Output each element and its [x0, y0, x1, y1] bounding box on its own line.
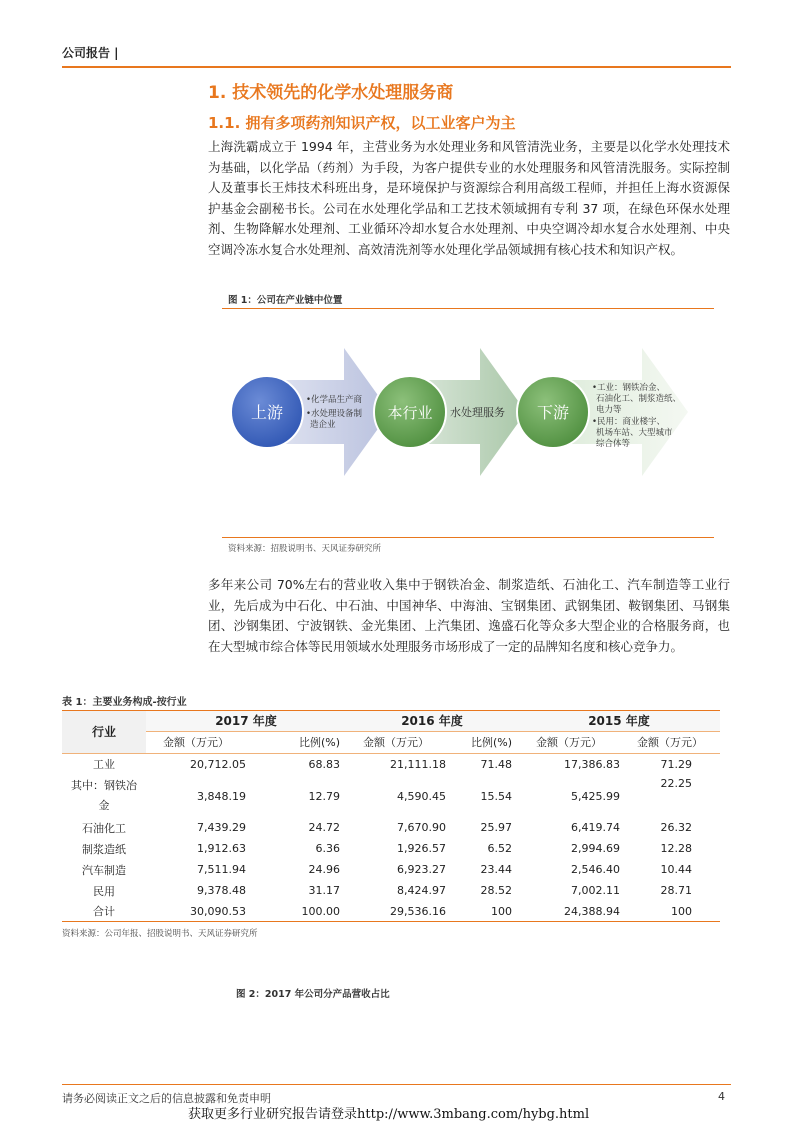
cell: 22.25 — [660, 777, 692, 790]
sub-header: 金额（万元） — [518, 731, 620, 753]
cell: 1,912.63 — [197, 842, 246, 855]
upstream-item: 造企业 — [310, 420, 336, 430]
sub-header: 金额（万元） — [346, 731, 446, 753]
table-row-total — [62, 901, 720, 921]
revenue-by-industry-table — [62, 711, 720, 921]
row-label: 合计 — [93, 905, 115, 918]
table1-title: 表 1：主要业务构成-按行业 — [62, 697, 187, 708]
row-label: 石油化工 — [82, 821, 126, 835]
table1-bottom-rule — [62, 921, 720, 922]
cell: 28.71 — [660, 884, 692, 897]
downstream-item: •工业：钢铁冶金、 — [592, 383, 666, 393]
figure1-top-rule — [222, 308, 714, 309]
cell: 17,386.83 — [564, 757, 620, 771]
table1-source: 资料来源：公司年报、招股说明书、天风证券研究所 — [62, 929, 258, 939]
customer-paragraph: 多年来公司 70%左右的营业收入集中于钢铁冶金、制浆造纸、石油化工、汽车制造等工业行业，先后成为中石化、中石油、中国神华、中海油、宝钢集团、武钢集团、鞍钢集团、马钢集团、沙钢集团、宁波钢铁、金光集团、上汽集团、逸盛石化等众多大型企业的合格服务商，也在大型城市综合体等民用领域水处理服务市场形成了一定的品牌知名度和核心竞争力。 — [208, 577, 730, 654]
cell: 7,439.29 — [197, 821, 246, 834]
cell: 7,670.90 — [397, 821, 446, 834]
cell: 6.36 — [315, 842, 340, 855]
cell: 2,994.69 — [571, 842, 620, 855]
cell: 7,511.94 — [197, 863, 246, 876]
cell: 26.32 — [660, 821, 692, 834]
upstream-label: 上游 — [250, 403, 284, 422]
cell: 71.48 — [480, 757, 512, 771]
table-row — [62, 753, 720, 775]
cell: 3,848.19 — [197, 789, 246, 803]
intro-paragraph: 上海洗霸成立于 1994 年，主营业务为水处理业务和风管清洗业务，主要是以化学水处理技术为基础，以化学品（药剂）为手段，为客户提供专业的水处理服务和风管清洗服务。实际控制人及董事长王炜技术科班出身，是环境保护与资源综合利用高级工程师，并担任上海水资源保护基金会副秘书长。公司在水处理化学品和工艺技术领域拥有专利 37 项，在绿色环保水处理剂、生物降解水处理剂、工业循环冷却水复合水处理剂、中央空调冷却水复合水处理剂、中央空调冷冻水复合水处理剂、高效清洗剂等水处理化学品领域拥有核心技术和知识产权。 — [208, 139, 730, 257]
row-label: 汽车制造 — [82, 863, 126, 877]
cell: 9,378.48 — [197, 884, 246, 897]
section-heading: 1. 技术领先的化学水处理服务商 — [208, 83, 454, 103]
sub-header: 金额（万元） — [146, 731, 246, 753]
promo-link-text[interactable]: 获取更多行业研究报告请登录http://www.3mbang.com/hybg.html — [188, 1107, 590, 1122]
figure2-title: 图 2：2017 年公司分产品营收占比 — [236, 989, 390, 1000]
page-number: 4 — [718, 1090, 725, 1103]
industry-label: 本行业 — [387, 404, 433, 422]
cell: 6,419.74 — [571, 821, 620, 834]
cell: 12.28 — [660, 842, 692, 855]
cell: 24.96 — [308, 863, 340, 876]
year-header: 2016 年度 — [346, 711, 518, 731]
upstream-item: •化学品生产商 — [306, 395, 363, 405]
upstream-item: •水处理设备制 — [306, 409, 363, 419]
cell: 2,546.40 — [571, 863, 620, 876]
table-row — [62, 775, 720, 817]
cell: 31.17 — [308, 884, 340, 897]
figure1-title: 图 1：公司在产业链中位置 — [228, 295, 343, 306]
sub-header: 金额（万元） — [620, 731, 720, 753]
service-label: 水处理服务 — [450, 406, 505, 419]
cell: 23.44 — [480, 863, 512, 876]
table-row — [62, 838, 720, 859]
table-row — [62, 880, 720, 901]
footer-disclaimer: 请务必阅读正文之后的信息披露和免责申明 — [62, 1092, 271, 1105]
cell: 29,536.16 — [390, 904, 446, 918]
cell: 4,590.45 — [397, 789, 446, 803]
subsection-heading: 1.1. 拥有多项药剂知识产权，以工业客户为主 — [208, 114, 516, 132]
cell: 30,090.53 — [190, 904, 246, 918]
row-label: 工业 — [93, 758, 115, 772]
downstream-item: 综合体等 — [596, 439, 631, 449]
sub-header: 比例(%) — [446, 731, 518, 753]
cell: 6.52 — [487, 842, 512, 855]
value-chain-diagram — [222, 318, 714, 534]
year-header: 2015 年度 — [518, 711, 720, 731]
cell: 100.00 — [301, 904, 340, 918]
row-label: 民用 — [93, 884, 115, 898]
industry-col-header: 行业 — [62, 711, 146, 753]
figure1-bottom-rule — [222, 537, 714, 538]
row-label — [62, 775, 146, 817]
cell: 100 — [491, 904, 512, 918]
downstream-item: •民用：商业楼宇、 — [592, 417, 666, 427]
sub-header: 比例(%) — [246, 731, 346, 753]
cell: 25.97 — [480, 821, 512, 834]
cell: 24.72 — [308, 821, 340, 834]
cell: 28.52 — [480, 884, 512, 897]
cell: 1,926.57 — [397, 842, 446, 855]
downstream-label: 下游 — [536, 403, 570, 422]
cell: 15.54 — [480, 789, 512, 803]
report-header-label: 公司报告 | — [62, 46, 119, 60]
cell: 10.44 — [660, 863, 692, 876]
row-label-line: 金 — [98, 799, 110, 812]
cell: 8,424.97 — [397, 884, 446, 897]
cell: 71.29 — [660, 757, 692, 771]
figure1-source: 资料来源：招股说明书、天风证券研究所 — [228, 544, 382, 554]
row-label-line: 其中：钢铁冶 — [71, 779, 137, 792]
header-divider — [62, 66, 731, 68]
footer-divider — [62, 1084, 731, 1085]
downstream-item: 机场车站、大型城市 — [596, 428, 673, 438]
cell: 100 — [671, 904, 692, 918]
downstream-item: 电力等 — [596, 405, 622, 415]
year-header: 2017 年度 — [146, 711, 346, 731]
cell: 21,111.18 — [390, 757, 446, 771]
cell: 7,002.11 — [571, 884, 620, 897]
row-label: 制浆造纸 — [82, 842, 126, 856]
cell: 6,923.27 — [397, 863, 446, 876]
cell: 5,425.99 — [571, 789, 620, 803]
downstream-item: 石油化工、制浆造纸、 — [596, 394, 682, 404]
cell: 12.79 — [308, 789, 340, 803]
table-row — [62, 817, 720, 838]
cell: 24,388.94 — [564, 904, 620, 918]
cell: 20,712.05 — [190, 757, 246, 771]
table-row — [62, 859, 720, 880]
cell: 68.83 — [308, 757, 340, 771]
